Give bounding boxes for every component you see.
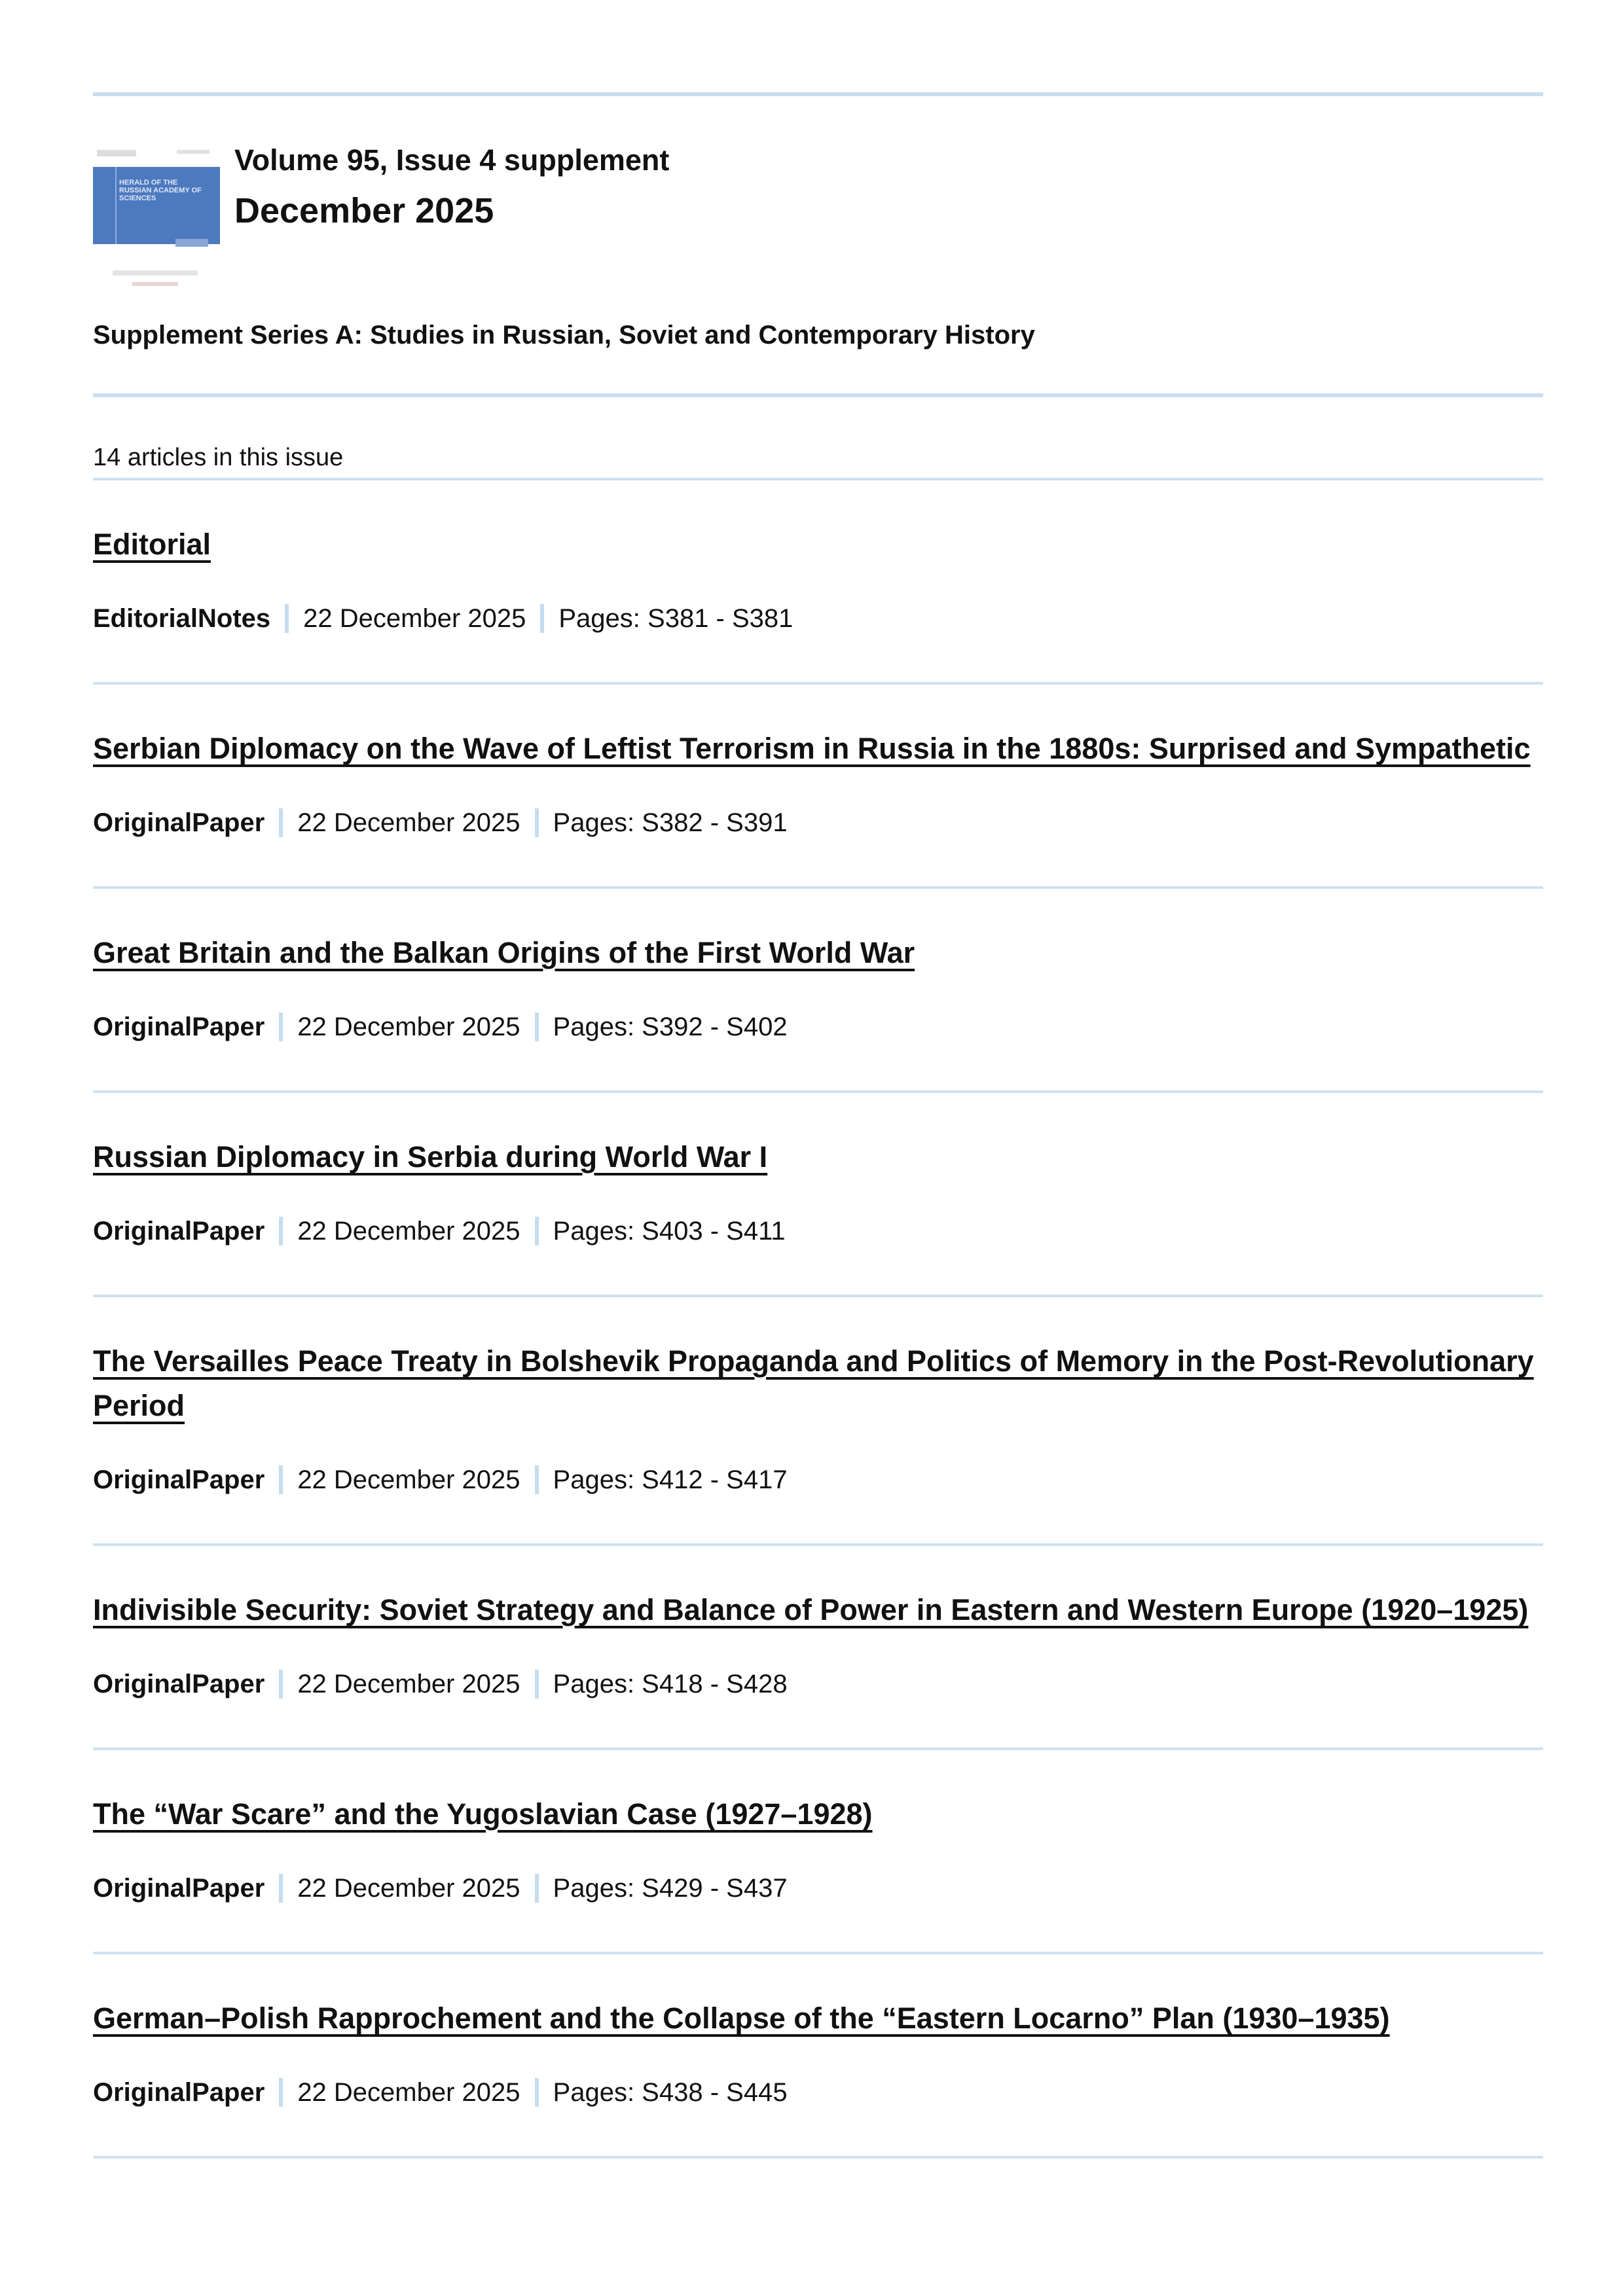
article-title-link[interactable]: German–Polish Rapprochement and the Collapse of the “Eastern Locarno” Plan (1930–1935) — [93, 2001, 1390, 2035]
issue-header — [93, 143, 1543, 298]
issue-date: December 2025 — [234, 191, 494, 230]
article-pages: Pages: S429 - S437 — [553, 1874, 788, 1903]
meta-separator — [535, 1670, 539, 1698]
article-type: OriginalPaper — [93, 1013, 265, 1041]
article-title-link[interactable]: Great Britain and the Balkan Origins of the First World War — [93, 936, 915, 969]
article-pages: Pages: S403 - S411 — [553, 1217, 786, 1246]
article-pages: Pages: S438 - S445 — [553, 2078, 788, 2107]
article-title-link[interactable]: Indivisible Security: Soviet Strategy and Balance of Power in Eastern and Western Europe (1920–1925) — [93, 1593, 1529, 1626]
meta-separator — [535, 1465, 539, 1494]
article-date: 22 December 2025 — [297, 1217, 520, 1246]
cover-title: HERALD OF THE RUSSIAN ACADEMY OF SCIENCES — [119, 179, 202, 202]
article-pages: Pages: S392 - S402 — [553, 1013, 788, 1041]
cover-top-text — [97, 150, 136, 156]
cover-badge — [175, 239, 208, 247]
article-meta — [93, 1668, 1543, 1700]
article-type: EditorialNotes — [93, 604, 271, 633]
article-item — [93, 1954, 1543, 2156]
article-date: 22 December 2025 — [297, 1013, 520, 1041]
article-type: OriginalPaper — [93, 2078, 265, 2107]
meta-separator — [279, 1013, 283, 1041]
article-pages: Pages: S412 - S417 — [553, 1465, 788, 1494]
article-meta — [93, 806, 1543, 839]
meta-separator — [535, 808, 539, 837]
meta-separator — [279, 1217, 283, 1246]
article-date: 22 December 2025 — [297, 1670, 520, 1698]
series-title: Supplement Series A: Studies in Russian, Soviet and Contemporary History — [93, 321, 1035, 350]
article-pages: Pages: S381 - S381 — [558, 604, 793, 633]
header-divider — [93, 393, 1543, 397]
meta-separator — [535, 2078, 539, 2107]
article-count: 14 articles in this issue — [93, 444, 344, 471]
article-pages: Pages: S418 - S428 — [553, 1670, 788, 1698]
cover-top-text-right — [177, 150, 210, 154]
article-type: OriginalPaper — [93, 1217, 265, 1246]
article-type: OriginalPaper — [93, 1465, 265, 1494]
article-title-link[interactable]: Russian Diplomacy in Serbia during World War I — [93, 1140, 768, 1174]
article-item — [93, 1750, 1543, 1952]
article-title-link[interactable]: The “War Scare” and the Yugoslavian Case (1927–1928) — [93, 1797, 873, 1831]
meta-separator — [285, 604, 289, 633]
article-meta — [93, 1215, 1543, 1247]
article-date: 22 December 2025 — [297, 808, 520, 837]
article-type: OriginalPaper — [93, 1874, 265, 1903]
issue-volume: Volume 95, Issue 4 supplement — [234, 143, 670, 177]
article-date: 22 December 2025 — [297, 2078, 520, 2107]
meta-separator — [540, 604, 544, 633]
journal-cover-image[interactable] — [93, 147, 220, 295]
meta-separator — [535, 1217, 539, 1246]
article-meta — [93, 602, 1543, 635]
article-date: 22 December 2025 — [303, 604, 526, 633]
article-list — [93, 478, 1543, 2159]
meta-separator — [279, 1874, 283, 1903]
article-meta — [93, 1463, 1543, 1496]
meta-separator — [279, 2078, 283, 2107]
article-item — [93, 685, 1543, 886]
article-divider — [93, 2156, 1543, 2159]
publisher-logo — [113, 270, 198, 276]
article-pages: Pages: S382 - S391 — [553, 808, 788, 837]
article-title-link[interactable]: Serbian Diplomacy on the Wave of Leftist Terrorism in Russia in the 1880s: Surprised and Sympathetic — [93, 732, 1531, 765]
article-item — [93, 1093, 1543, 1295]
article-type: OriginalPaper — [93, 1670, 265, 1698]
article-type: OriginalPaper — [93, 808, 265, 837]
article-item — [93, 480, 1543, 682]
meta-separator — [279, 1465, 283, 1494]
meta-separator — [279, 1670, 283, 1698]
meta-separator — [535, 1013, 539, 1041]
top-divider — [93, 92, 1543, 96]
article-item — [93, 1546, 1543, 1748]
article-meta — [93, 2076, 1543, 2109]
article-item — [93, 1297, 1543, 1543]
article-title-link[interactable]: The Versailles Peace Treaty in Bolshevik Propaganda and Politics of Memory in the Post-Revolutionary Period — [93, 1344, 1534, 1422]
springer-logo — [132, 282, 178, 286]
meta-separator — [279, 808, 283, 837]
article-meta — [93, 1872, 1543, 1905]
article-date: 22 December 2025 — [297, 1465, 520, 1494]
article-item — [93, 889, 1543, 1090]
meta-separator — [535, 1874, 539, 1903]
article-title-link[interactable]: Editorial — [93, 528, 211, 561]
cover-spine — [115, 167, 117, 244]
article-date: 22 December 2025 — [297, 1874, 520, 1903]
article-meta — [93, 1011, 1543, 1043]
